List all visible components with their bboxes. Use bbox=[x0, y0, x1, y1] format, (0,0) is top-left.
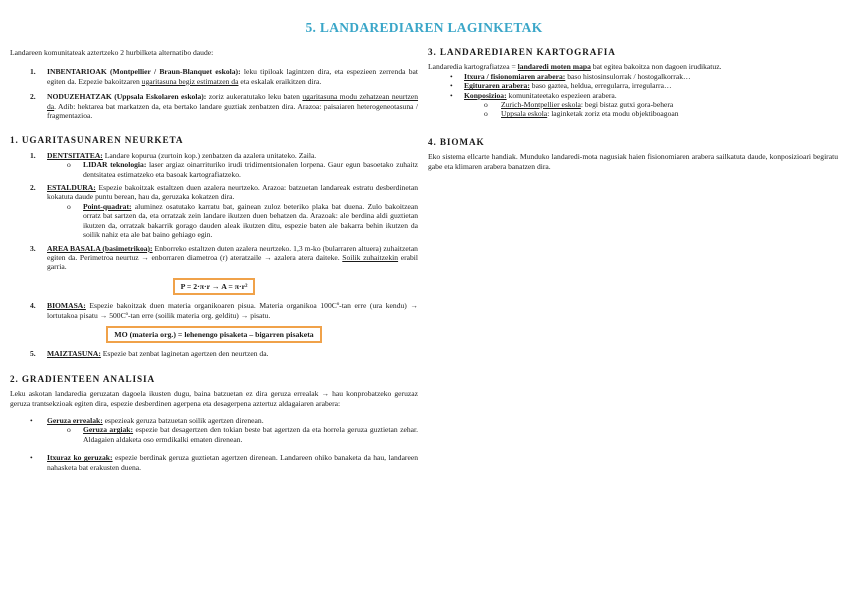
section-heading-abundance: 1. UGARITASUNAREN NEURKETA bbox=[10, 135, 184, 146]
approach-underline: ugaritasuna begiz estimatzen da bbox=[141, 76, 239, 86]
item-name: ESTALDURA: bbox=[47, 183, 96, 193]
basal-area-item bbox=[10, 244, 418, 272]
gradients-intro: Leku askotan landaredia geruzatan dagoela ikusten dugu, baina batzuetan ez dira geruza errealak → hau konprobatzeko geruzaz geruza trantsekzioak egiten dira, espezie desberdinen agerpena eta desagerpena aztertuz aldagaiaren arabera: bbox=[10, 389, 418, 408]
item-name: MAIZTASUNA: bbox=[47, 349, 101, 359]
intro-emphasis: landaredi moten mapa bbox=[517, 62, 591, 72]
physiognomy-bullet bbox=[428, 72, 838, 81]
bullet-text: komunitateetako espezieen arabera. bbox=[506, 90, 617, 100]
intro-text-end: bat egitea bakoitza non dagoen irudikatuz. bbox=[590, 62, 722, 72]
item-underline: Soilik zuhaitzekin bbox=[342, 252, 399, 262]
item-text: Landare kopurua (zurtoin kop.) zenbatzen da azalera unitateko. Zaila. bbox=[102, 150, 317, 160]
section-heading-biomes: 4. BIOMAK bbox=[428, 136, 485, 147]
list-number: 5. bbox=[30, 349, 36, 359]
bullet-name: Itxura / fisionomiaren arabera: bbox=[464, 71, 566, 81]
composition-bullet bbox=[428, 91, 838, 100]
item-text: Enborreko estaltzen duten azalera neurtzeko. 1,3 m-ko (bularraren altuera) zuhaitzetan egiten da. Perimetroa neurtuz → enborraren diametroa (r) ateratzaile → azalera atera daiteke. bbox=[47, 243, 418, 262]
apparent-layers-bullet bbox=[10, 453, 418, 472]
list-number: 4. bbox=[30, 301, 36, 311]
subitem-text: laser argiaz oinarrituriko irudi tridimentsionalen lorpena. Gaur egun basoetako zuhaitz dentsitatea estimatzeko eta basoak kartografiatzeko. bbox=[83, 160, 419, 179]
subbullet-name: Zurich-Montpellier eskola bbox=[501, 100, 581, 110]
bullet-name: Konposizioa: bbox=[464, 90, 507, 100]
approach-text: leku tipiloak lagintzen dira, eta espezieen zerrenda bat egiten da. Ezpezie bakoitzaren bbox=[47, 67, 418, 86]
list-number: 2. bbox=[30, 92, 36, 102]
list-number: 3. bbox=[30, 243, 36, 253]
approach-name: INBENTARIOAK (Montpellier / Braun-Blanquet eskola): bbox=[47, 67, 241, 77]
item-name: DENTSITATEA: bbox=[47, 150, 103, 160]
page-title: 5. LANDAREDIAREN LAGINKETAK bbox=[305, 20, 543, 35]
bullet-icon: • bbox=[450, 81, 453, 91]
bullet-text: espezieak geruza batzuetan soilik agertzen direnean. bbox=[102, 415, 264, 425]
subitem-name: LIDAR teknologia: bbox=[83, 160, 147, 170]
biomes-text: Eko sistema ellcarte handiak. Munduko landaredi-mota nagusiak haien fisionomiaren arabera sailkatuta daude, konposizioari begiratu gabe eta klimaren arabera banatzen dira. bbox=[428, 152, 838, 171]
subbullet-name: Uppsala eskola bbox=[501, 109, 548, 119]
bullet-name: Geruza errealak: bbox=[47, 415, 103, 425]
item-text-end: erabil garria. bbox=[47, 252, 419, 272]
point-quadrat-subitem bbox=[10, 202, 418, 240]
approach-text: zoriz aukeratutako leku baten bbox=[206, 92, 303, 102]
cartography-intro bbox=[428, 62, 838, 71]
list-number: 1. bbox=[30, 150, 36, 160]
structure-bullet bbox=[428, 81, 838, 90]
item-name: BIOMASA: bbox=[47, 301, 86, 311]
approach-exact-methods bbox=[10, 92, 418, 120]
list-number: 2. bbox=[30, 183, 36, 193]
coverage-item bbox=[10, 183, 418, 202]
right-column bbox=[428, 48, 838, 171]
item-name: AREA BASALA (basimetrikoa): bbox=[47, 243, 153, 253]
real-layers-bullet bbox=[10, 416, 418, 425]
left-column bbox=[10, 48, 418, 472]
item-text: Espezie bakoitzak duen materia organikoaren pisua. Materia organikoa 100Cº-tan erre (ura kendu) → lortutakoa pisatu → 500Cº-tan erre (soilik materia org. gelditu) → pisatu. bbox=[47, 301, 418, 320]
circle-bullet-icon: o bbox=[67, 160, 71, 170]
circle-bullet-icon: o bbox=[67, 201, 71, 211]
approach-underline: ugaritasuna modu zehatzean neurtzen da bbox=[47, 92, 419, 111]
uppsala-subbullet bbox=[428, 109, 838, 118]
circle-bullet-icon: o bbox=[67, 425, 71, 435]
bullet-icon: • bbox=[30, 453, 33, 463]
frequency-item bbox=[10, 349, 418, 358]
subbullet-name: Geruza argiak: bbox=[83, 425, 134, 435]
bullet-name: Itxuraz ko geruzak: bbox=[47, 453, 113, 463]
approach-text-end: eta eskalak eraikitzen dira. bbox=[238, 76, 322, 86]
circle-bullet-icon: o bbox=[484, 109, 488, 119]
bullet-icon: • bbox=[30, 415, 33, 425]
list-number: 1. bbox=[30, 67, 36, 77]
bullet-text: espezie berdinak geruza guztietan agertzen direnean. Landareen ohiko banaketa da hau, landareen nahasketa bat erakusten duena. bbox=[47, 453, 419, 472]
subbullet-text: espezie bat desagertzen den tokian beste bat agertzen da eta horrela geruza guztietan zehar. Aldagaien aldaketa oso ermdikalki ematen direnean. bbox=[83, 425, 419, 444]
section-heading-gradients: 2. GRADIENTEEN ANALISIA bbox=[10, 373, 156, 384]
bullet-icon: • bbox=[450, 90, 453, 100]
lidar-subitem bbox=[10, 160, 418, 179]
density-item bbox=[10, 151, 418, 160]
clear-layers-subbullet bbox=[10, 425, 418, 444]
formula-box: P = 2·π·r → A = π·r² bbox=[173, 278, 256, 295]
organic-matter-formula-box: MO (materia org.) = lehenengo pisaketa – bigarren pisaketa bbox=[106, 326, 321, 343]
zurich-subbullet bbox=[428, 100, 838, 109]
subitem-name: Point-quadrat: bbox=[83, 201, 132, 211]
biomass-item bbox=[10, 301, 418, 320]
subbullet-text: : begi bistaz gutxi gora-behera bbox=[580, 100, 674, 110]
approach-text-end: . Adib: hektarea bat markatzen da, eta bertako landare guztiak zenbatzen dira. Arazoa: paisaiaren heterogeneotasuna / fragmentazioa. bbox=[47, 101, 418, 121]
intro-text: Landaredia kartografiatzea = bbox=[428, 62, 518, 72]
subitem-text: aluminez osatutako karratu bat, gainean zuloz beteriko plaka bat duena. Zulo bakoitzean orratz bat sartzen da, eta orratzak zein landare ikutzen duen behatzen da. Arazoak: ale berdina aldi guztietan ikutzen da, orratzak bakarrik gorago dauden aleak ikutzen ditu, espezie baten ale bakarra behin ikutzen da soilik nahiz eta ale bat baino gehiago egin. bbox=[83, 201, 418, 240]
subbullet-text: : laginketak zoriz eta modu objektiboagoan bbox=[547, 109, 679, 119]
bullet-text: baso gaztea, heldua, erregularra, irregularra… bbox=[529, 81, 672, 91]
intro-text: Landareen komunitateak aztertzeko 2 hurbilketa alternatibo daude: bbox=[10, 48, 214, 57]
item-text: Espezie bakoitzak estaltzen duen azalera neurtzeko. Arazoa: batzuetan landareak estratu desberdinetan kokatuta daude puntu berean, hau da, geruzaka kokatzen dira. bbox=[47, 183, 418, 202]
section-heading-cartography: 3. LANDAREDIAREN KARTOGRAFIA bbox=[428, 47, 616, 57]
bullet-icon: • bbox=[450, 71, 453, 81]
approach-name: NODUZEHATZAK (Uppsala Eskolaren eskola): bbox=[47, 92, 207, 102]
bullet-text: baso histosinsulorrak / hostogalkorrak… bbox=[565, 71, 691, 81]
approach-inventories bbox=[10, 67, 418, 86]
item-text: Espezie bat zenbat laginetan agertzen den neurtzen da. bbox=[100, 349, 269, 359]
circle-bullet-icon: o bbox=[484, 100, 488, 110]
bullet-name: Egituraren arabera: bbox=[464, 81, 530, 91]
